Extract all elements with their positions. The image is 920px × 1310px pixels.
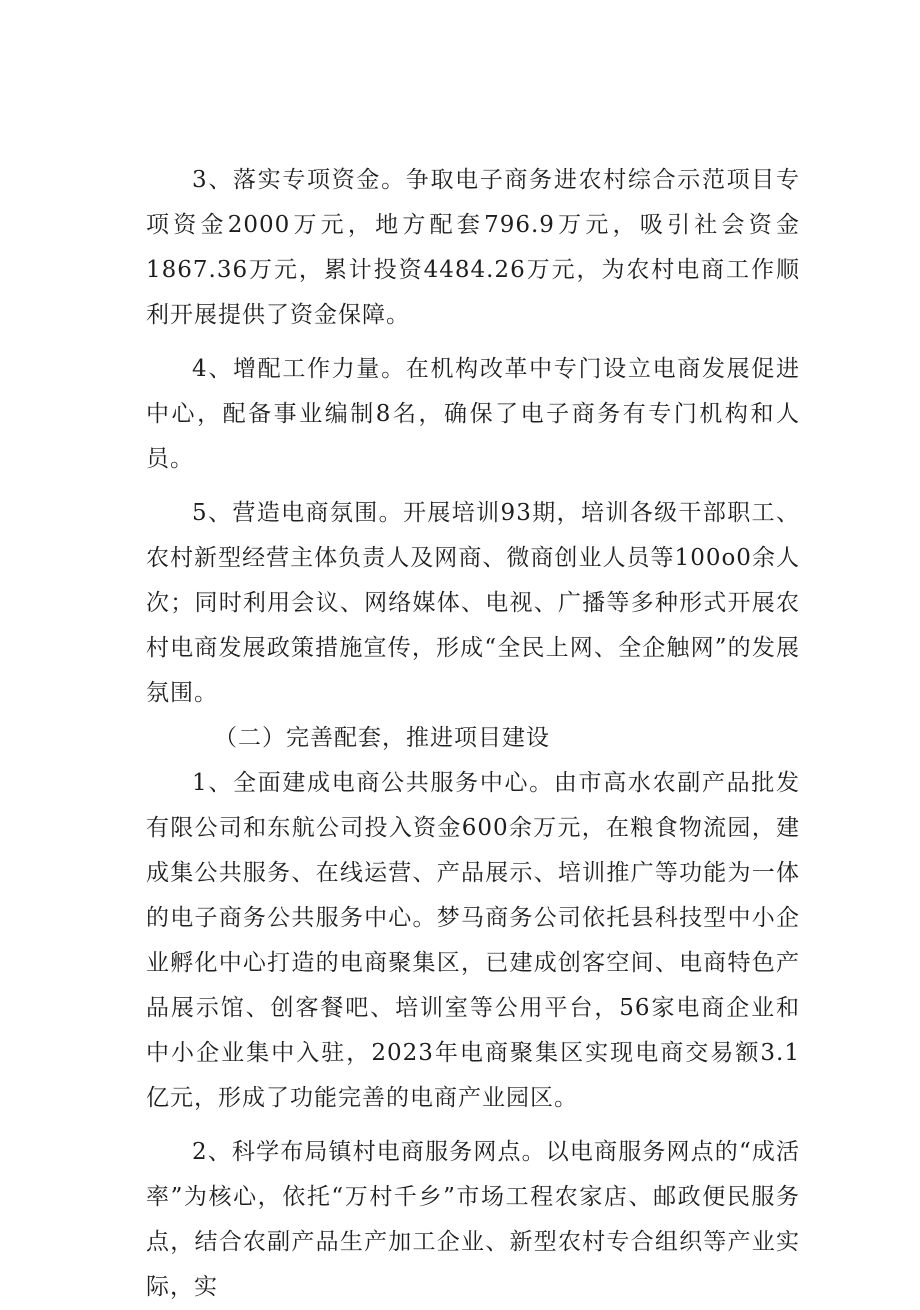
paragraph-service-outlets: 2、科学布局镇村电商服务网点。以电商服务网点的“成活率”为核心，依托“万村千乡”市场工程农家店、邮政便民服务点，结合农副产品生产加工企业、新型农村专合组织等产业实际，实 bbox=[146, 1139, 800, 1300]
document-page bbox=[146, 158, 800, 1310]
paragraph-work-force: 4、增配工作力量。在机构改革中专门设立电商发展促进中心，配备事业编制8名，确保了电子商务有专门机构和人员。 bbox=[146, 356, 800, 472]
paragraph-special-funds: 3、落实专项资金。争取电子商务进农村综合示范项目专项资金2000万元，地方配套796.9万元，吸引社会资金1867.36万元，累计投资4484.26万元，为农村电商工作顺利开展提供了资金保障。 bbox=[146, 167, 800, 328]
paragraph-ecommerce-atmosphere: 5、营造电商氛围。开展培训93期，培训各级干部职工、农村新型经营主体负责人及网商、微商创业人员等100o0余人次；同时利用会议、网络媒体、电视、广播等多种形式开展农村电商发展政策措施宣传，形成“全民上网、全企触网”的发展氛围。 bbox=[146, 500, 800, 706]
section-heading: （二）完善配套，推进项目建设 bbox=[214, 725, 550, 751]
paragraph-public-service-center: 1、全面建成电商公共服务中心。由市高水农副产品批发有限公司和东航公司投入资金600余万元，在粮食物流园，建成集公共服务、在线运营、产品展示、培训推广等功能为一体的电子商务公共服务中心。梦马商务公司依托县科技型中小企业孵化中心打造的电商聚集区，已建成创客空间、电商特色产品展示馆、创客餐吧、培训室等公用平台，56家电商企业和中小企业集中入驻，2023年电商聚集区实现电商交易额3.1亿元，形成了功能完善的电商产业园区。 bbox=[146, 770, 800, 1111]
